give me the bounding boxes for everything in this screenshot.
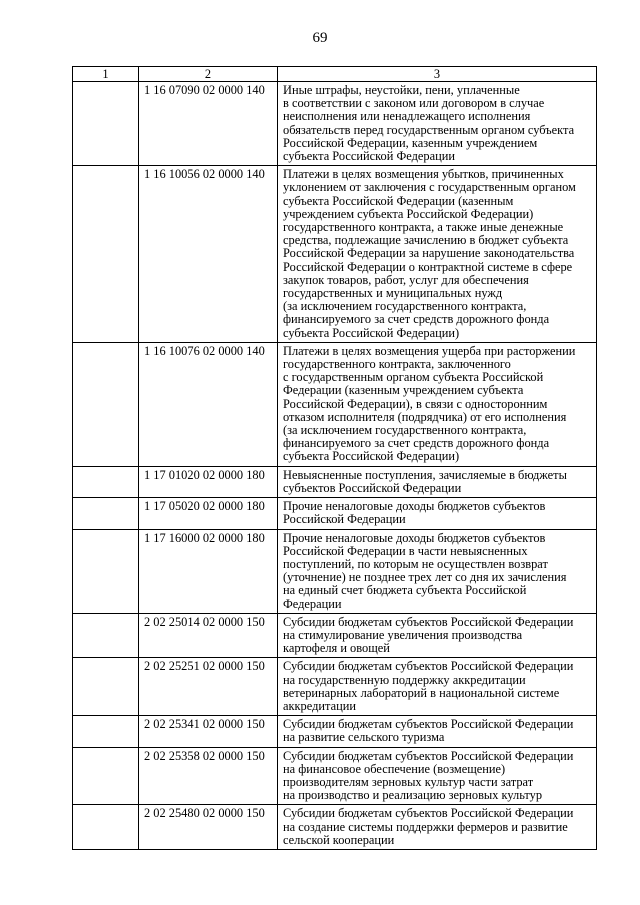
- table-row: [73, 342, 597, 466]
- table-row: [73, 658, 597, 716]
- revenue-description: Платежи в целях возмещения ущерба при расторжении государственного контракта, заключенного с государственным органом субъекта Российской Федерации (казенным учреждением субъекта Российской Федерации), в связи с односторонним отказом исполнителя (подрядчика) от его исполнения (за исключением государственного контракта, финансируемого за счет средств дорожного фонда субъекта Российской Федерации): [278, 342, 597, 466]
- row-cell-col1: [73, 498, 139, 529]
- row-cell-col1: [73, 658, 139, 716]
- row-cell-col1: [73, 342, 139, 466]
- budget-classification-code: 1 16 10056 02 0000 140: [139, 166, 278, 343]
- budget-classification-code: 1 16 07090 02 0000 140: [139, 82, 278, 166]
- revenue-description: Платежи в целях возмещения убытков, причиненных уклонением от заключения с государственным органом субъекта Российской Федерации (казенным учреждением субъекта Российской Федерации) государственного контракта, а также иные денежные средства, подлежащие зачислению в бюджет субъекта Российской Федерации за нарушение законодательства Российской Федерации о контрактной системе в сфере закупок товаров, работ, услуг для обеспечения государственных и муниципальных нужд (за исключением государственного контракта, финансируемого за счет средств дорожного фонда субъекта Российской Федерации): [278, 166, 597, 343]
- revenue-description: Субсидии бюджетам субъектов Российской Федерации на создание системы поддержки фермеров и развитие сельской кооперации: [278, 805, 597, 850]
- revenue-description: Прочие неналоговые доходы бюджетов субъектов Российской Федерации в части невыясненных поступлений, по которым не осуществлен возврат (уточнение) не позднее трех лет со дня их зачисления на единый счет бюджета субъекта Российской Федерации: [278, 529, 597, 613]
- table-row: [73, 805, 597, 850]
- table-row: [73, 498, 597, 529]
- revenue-code-table: [72, 66, 597, 850]
- column-header-3: 3: [278, 67, 597, 82]
- table-row: [73, 529, 597, 613]
- table-row: [73, 613, 597, 658]
- revenue-description: Иные штрафы, неустойки, пени, уплаченные в соответствии с законом или договором в случае неисполнения или ненадлежащего исполнения обязательств перед государственным органом субъекта Российской Федерации, казенным учреждением субъекта Российской Федерации: [278, 82, 597, 166]
- revenue-description: Субсидии бюджетам субъектов Российской Федерации на государственную поддержку аккредитации ветеринарных лабораторий в национальной системе аккредитации: [278, 658, 597, 716]
- table-row: [73, 716, 597, 747]
- revenue-description: Прочие неналоговые доходы бюджетов субъектов Российской Федерации: [278, 498, 597, 529]
- revenue-description: Субсидии бюджетам субъектов Российской Федерации на финансовое обеспечение (возмещение) производителям зерновых культур части затрат на производство и реализацию зерновых культур: [278, 747, 597, 805]
- column-header-1: 1: [73, 67, 139, 82]
- budget-classification-code: 1 16 10076 02 0000 140: [139, 342, 278, 466]
- budget-classification-code: 1 17 16000 02 0000 180: [139, 529, 278, 613]
- row-cell-col1: [73, 747, 139, 805]
- revenue-description: Невыясненные поступления, зачисляемые в бюджеты субъектов Российской Федерации: [278, 466, 597, 497]
- table-row: [73, 747, 597, 805]
- revenue-description: Субсидии бюджетам субъектов Российской Федерации на развитие сельского туризма: [278, 716, 597, 747]
- budget-classification-code: 2 02 25341 02 0000 150: [139, 716, 278, 747]
- revenue-description: Субсидии бюджетам субъектов Российской Федерации на стимулирование увеличения производства картофеля и овощей: [278, 613, 597, 658]
- row-cell-col1: [73, 82, 139, 166]
- table-row: [73, 466, 597, 497]
- row-cell-col1: [73, 166, 139, 343]
- row-cell-col1: [73, 613, 139, 658]
- budget-classification-code: 2 02 25358 02 0000 150: [139, 747, 278, 805]
- budget-classification-code: 1 17 01020 02 0000 180: [139, 466, 278, 497]
- row-cell-col1: [73, 716, 139, 747]
- table-row: [73, 82, 597, 166]
- budget-classification-code: 2 02 25480 02 0000 150: [139, 805, 278, 850]
- budget-classification-code: 2 02 25014 02 0000 150: [139, 613, 278, 658]
- table-header-row: [73, 67, 597, 82]
- row-cell-col1: [73, 529, 139, 613]
- page-number: 69: [312, 30, 328, 46]
- column-header-2: 2: [139, 67, 278, 82]
- budget-classification-code: 1 17 05020 02 0000 180: [139, 498, 278, 529]
- table-row: [73, 166, 597, 343]
- row-cell-col1: [73, 466, 139, 497]
- row-cell-col1: [73, 805, 139, 850]
- budget-classification-code: 2 02 25251 02 0000 150: [139, 658, 278, 716]
